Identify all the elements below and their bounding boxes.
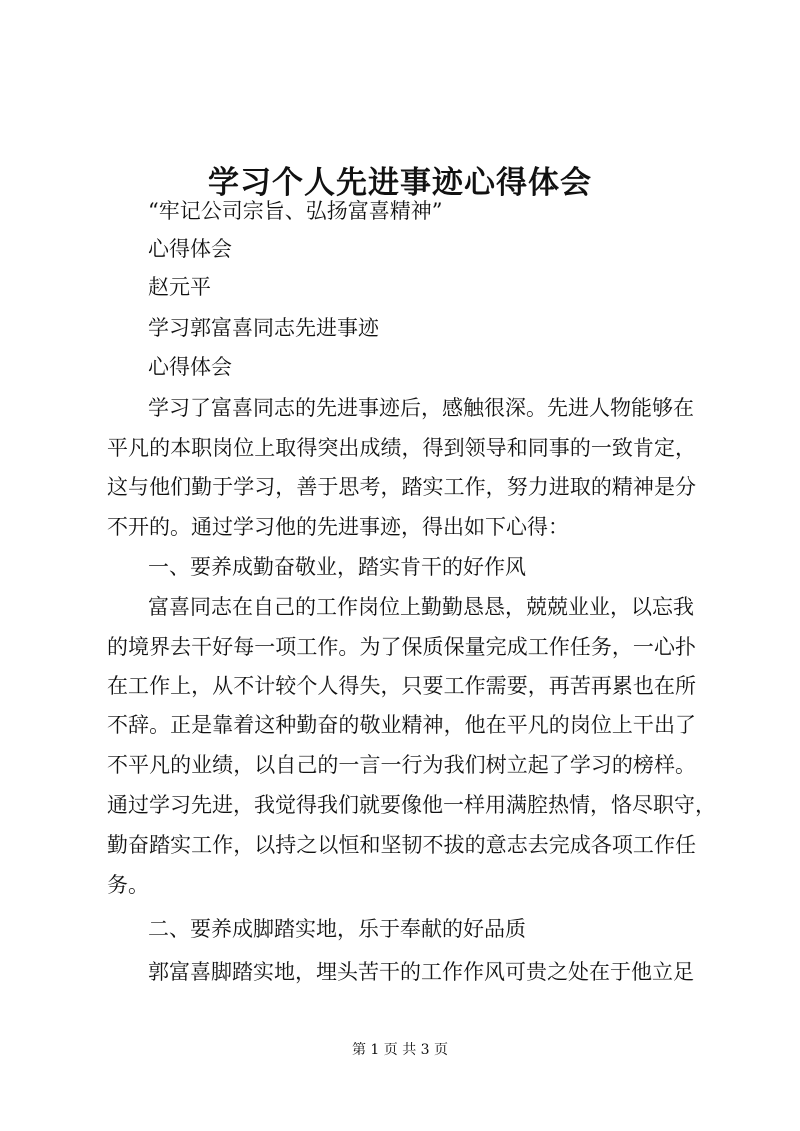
paragraph-line: 的境界去干好每一项工作。为了保质保量完成工作任务，一心扑	[107, 635, 696, 659]
paragraph-line: 学习了富喜同志的先进事迹后，感触很深。先进人物能够在	[148, 396, 694, 420]
paragraph-line: 富喜同志在自己的工作岗位上勤勤恳恳，兢兢业业，以忘我	[148, 595, 694, 619]
paragraph-line: 通过学习先进，我觉得我们就要像他一样用满腔热情，恪尽职守，	[107, 793, 716, 817]
paragraph-line: 这与他们勤于学习，善于思考，踏实工作，努力进取的精神是分	[107, 475, 696, 499]
paragraph-line: 勤奋踏实工作，以持之以恒和坚韧不拔的意志去完成各项工作任	[107, 833, 696, 857]
paragraph-line: 平凡的本职岗位上取得突出成绩，得到领导和同事的一致肯定，	[107, 436, 696, 460]
subheading-study: 学习郭富喜同志先进事迹	[148, 316, 379, 340]
paragraph-line: 在工作上，从不计较个人得失，只要工作需要，再苦再累也在所	[107, 674, 696, 698]
paragraph-line: 务。	[107, 873, 149, 897]
section-1-heading: 一、要养成勤奋敬业，踏实肯干的好作风	[148, 555, 526, 579]
section-2-heading: 二、要养成脚踏实地，乐于奉献的好品质	[148, 917, 526, 941]
paragraph-line: 不开的。通过学习他的先进事迹，得出如下心得：	[107, 515, 569, 539]
paragraph-line: 不辞。正是靠着这种勤奋的敬业精神，他在平凡的岗位上干出了	[107, 713, 696, 737]
paragraph-line: 郭富喜脚踏实地，埋头苦干的工作作风可贵之处在于他立足	[148, 960, 694, 984]
paragraph-line: 不平凡的业绩，以自己的一言一行为我们树立起了学习的榜样。	[107, 753, 696, 777]
document-title: 学习个人先进事迹心得体会	[208, 164, 592, 201]
page-footer: 第 1 页 共 3 页	[351, 1042, 449, 1058]
subheading-reflection: 心得体会	[148, 237, 232, 261]
author-name: 赵元平	[148, 275, 211, 299]
subheading-reflection-2: 心得体会	[148, 355, 232, 379]
subheading-slogan: “牢记公司宗旨、弘扬富喜精神”	[148, 199, 443, 223]
